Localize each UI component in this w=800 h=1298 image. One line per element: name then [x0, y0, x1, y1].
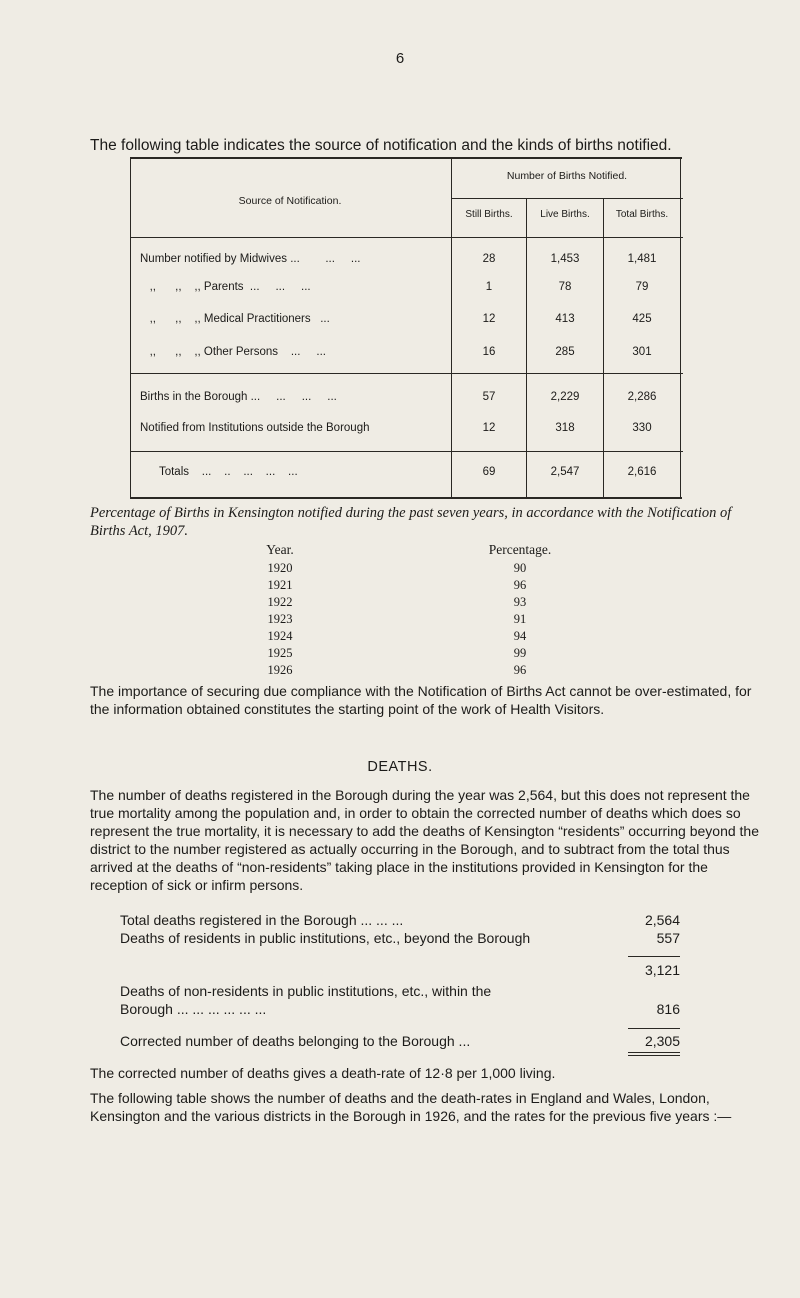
- subtotal-value: 3,121: [644, 962, 680, 978]
- total-registered-label: Total deaths registered in the Borough ... ... ...: [120, 912, 404, 928]
- notification-table: [130, 157, 682, 499]
- non-residents-label-line1: Deaths of non-residents in public institutions, etc., within the: [120, 983, 492, 999]
- row-label: Number notified by Midwives ... ... ...: [140, 253, 361, 265]
- residents-beyond-value: 557: [656, 930, 680, 946]
- year-header: Year.: [266, 542, 294, 557]
- row-label: Notified from Institutions outside the Borough: [140, 422, 370, 434]
- row-label: Totals ... .. ... ... ...: [140, 466, 298, 478]
- table-row: [0, 578, 800, 593]
- total-births-value: 2,286: [627, 391, 657, 403]
- percentage-value: 99: [513, 646, 527, 660]
- following-table-paragraph: The following table shows the number of deaths and the death-rates in England and Wales, London, Kensington and the various districts in the Borough in 1926, and the rates for the previous five years :—: [90, 1090, 732, 1124]
- still-births-value: 69: [482, 466, 496, 478]
- non-residents-label-line2: Borough ... ... ... ... ... ...: [120, 1001, 267, 1017]
- table-row: [0, 612, 800, 627]
- table-row: [0, 663, 800, 678]
- row-label: ,, ,, ,, Medical Practitioners ...: [140, 313, 330, 325]
- table-row: [0, 629, 800, 644]
- live-births-value: 2,547: [550, 466, 580, 478]
- row-label: Births in the Borough ... ... ... ...: [140, 391, 337, 403]
- live-births-value: 285: [555, 346, 575, 358]
- total-births-value: 301: [632, 346, 652, 358]
- total-births-value: 2,616: [627, 466, 657, 478]
- still-births-value: 16: [482, 346, 496, 358]
- total-births-value: 425: [632, 313, 652, 325]
- year-value: 1924: [267, 629, 293, 643]
- deaths-heading: DEATHS.: [367, 759, 433, 775]
- percentage-value: 91: [513, 612, 527, 626]
- still-births-value: 1: [485, 281, 493, 293]
- death-rate-paragraph: The corrected number of deaths gives a death-rate of 12·8 per 1,000 living.: [90, 1065, 556, 1081]
- live-births-value: 413: [555, 313, 575, 325]
- percentage-header-row: [0, 542, 800, 557]
- total-rule-upper: [628, 1052, 680, 1053]
- percentage-title: Percentage of Births in Kensington notified during the past seven years, in accordance with the Notification of Births Act, 1907.: [90, 505, 732, 539]
- year-value: 1923: [267, 612, 293, 626]
- corrected-value: 2,305: [644, 1033, 680, 1049]
- live-births-value: 1,453: [550, 253, 580, 265]
- still-births-value: 28: [482, 253, 496, 265]
- year-value: 1922: [267, 595, 293, 609]
- still-births-value: 12: [482, 422, 496, 434]
- row-label: ,, ,, ,, Other Persons ... ...: [140, 346, 326, 358]
- table-row: [0, 561, 800, 576]
- difference-rule: [628, 1028, 680, 1029]
- intro-text: The following table indicates the source of notification and the kinds of births notified.: [90, 137, 672, 154]
- non-residents-value: 816: [656, 1001, 680, 1017]
- total-births-value: 79: [635, 281, 649, 293]
- percentage-value: 93: [513, 595, 527, 609]
- sum-rule: [628, 956, 680, 957]
- total-births-value: 1,481: [627, 253, 657, 265]
- still-births-value: 57: [482, 391, 496, 403]
- year-value: 1920: [267, 561, 293, 575]
- percentage-header: Percentage.: [488, 542, 552, 557]
- total-rule-lower: [628, 1055, 680, 1056]
- corrected-label: Corrected number of deaths belonging to the Borough ...: [120, 1033, 471, 1049]
- live-births-value: 2,229: [550, 391, 580, 403]
- live-births-value: 318: [555, 422, 575, 434]
- total-births-value: 330: [632, 422, 652, 434]
- source-of-notification-header: Source of Notification.: [238, 195, 342, 207]
- table-row: [0, 646, 800, 661]
- deaths-paragraph: The number of deaths registered in the Borough during the year was 2,564, but this does not represent the true mortality among the population and, in order to obtain the corrected number of deaths which does so represent the true mortality, it is necessary to add the deaths of Kensington “residents” occurring beyond the district to the number registered as actually occurring in the Borough, and to subtract from the total thus arrived at the deaths of “non-residents” taking place in the institutions provided in Kensington for the reception of sick or infirm persons.: [90, 787, 759, 893]
- year-value: 1921: [267, 578, 293, 592]
- importance-paragraph: The importance of securing due compliance with the Notification of Births Act cannot be over-estimated, for the information obtained constitutes the starting point of the work of Health Visitors.: [90, 683, 752, 717]
- live-births-value: 78: [558, 281, 572, 293]
- still-births-value: 12: [482, 313, 496, 325]
- table-row: [0, 595, 800, 610]
- percentage-value: 94: [513, 629, 527, 643]
- total-registered-value: 2,564: [644, 912, 680, 928]
- residents-beyond-label: Deaths of residents in public institutions, etc., beyond the Borough: [120, 930, 531, 946]
- still-births-header: Still Births.: [465, 209, 513, 220]
- number-of-births-header: Number of Births Notified.: [506, 170, 628, 182]
- percentage-value: 96: [513, 578, 527, 592]
- page-number: 6: [395, 50, 405, 67]
- percentage-value: 90: [513, 561, 527, 575]
- year-value: 1925: [267, 646, 293, 660]
- total-births-header: Total Births.: [615, 209, 669, 220]
- year-value: 1926: [267, 663, 293, 677]
- percentage-value: 96: [513, 663, 527, 677]
- row-label: ,, ,, ,, Parents ... ... ...: [140, 281, 311, 293]
- live-births-header: Live Births.: [540, 209, 590, 220]
